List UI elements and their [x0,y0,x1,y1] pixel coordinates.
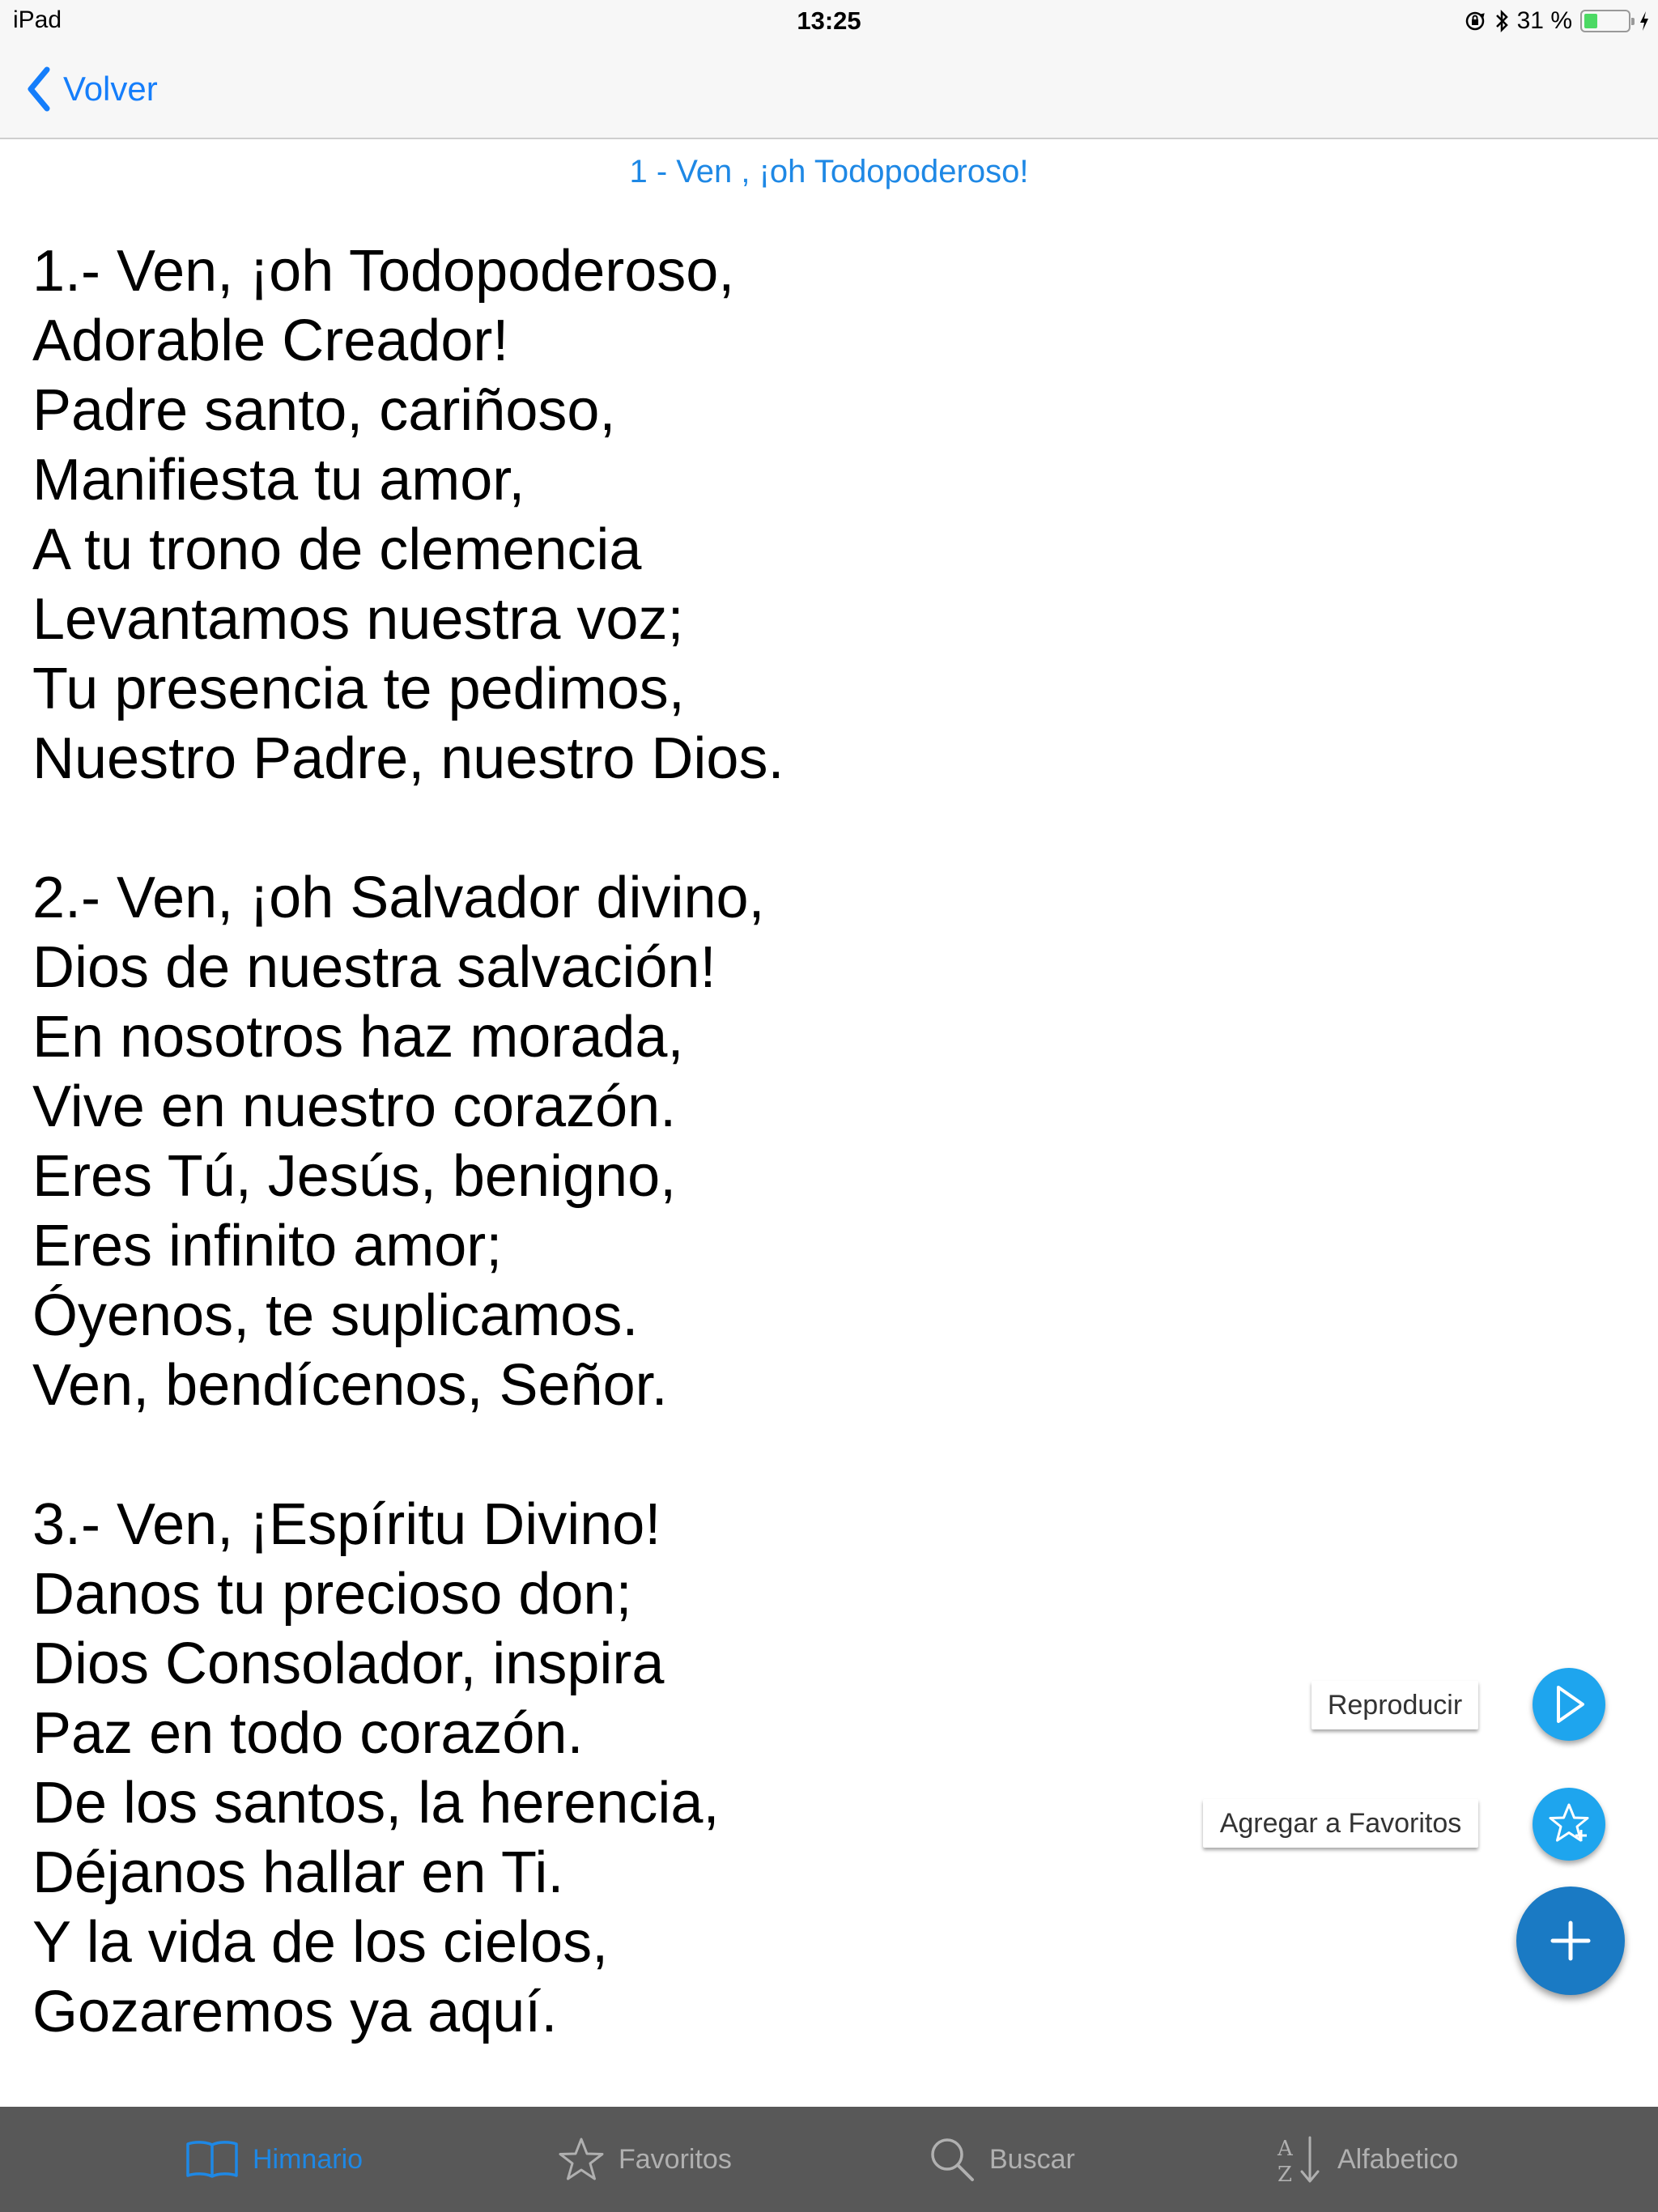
lyric-line: En nosotros haz morada, [32,1005,684,1070]
lyric-line: Danos tu precioso don; [32,1562,632,1627]
tab-himnario[interactable] [185,2107,363,2212]
tab-alfabetico[interactable] [1274,2107,1458,2212]
charging-bolt-icon [1639,10,1650,32]
lyric-line: Adorable Creador! [32,308,509,373]
add-favorite-button[interactable] [1533,1788,1605,1861]
play-icon [1549,1682,1589,1726]
lyric-line: 2.- Ven, ¡oh Salvador divino, [32,866,765,930]
expand-actions-button[interactable] [1516,1887,1625,1995]
lyric-line: 3.- Ven, ¡Espíritu Divino! [32,1492,661,1557]
play-button[interactable] [1533,1668,1605,1741]
orientation-lock-icon [1464,10,1486,32]
lyric-line: Y la vida de los cielos, [32,1910,609,1975]
tab-favoritos[interactable] [557,2107,732,2212]
status-bar [0,0,1658,44]
lyric-line: A tu trono de clemencia [32,517,642,582]
tab-buscar[interactable] [928,2107,1075,2212]
back-label: Volver [63,70,158,108]
search-icon [928,2135,976,2184]
tab-label-himnario: Himnario [253,2143,363,2175]
lyric-line: Déjanos hallar en Ti. [32,1840,564,1905]
lyric-line: Levantamos nuestra voz; [32,587,684,652]
battery-cap [1631,18,1635,25]
lyric-line: 1.- Ven, ¡oh Todopoderoso, [32,239,735,304]
book-icon [185,2138,240,2180]
lyric-line: Tu presencia te pedimos, [32,657,685,721]
star-plus-icon [1545,1800,1593,1848]
lyric-line: Nuestro Padre, nuestro Dios. [32,726,784,791]
lyric-line: Dios de nuestra salvación! [32,935,716,1000]
tab-label-buscar: Buscar [989,2143,1075,2175]
battery-percent: 31 % [1516,7,1572,34]
lyric-line: Óyenos, te suplicamos. [32,1283,639,1348]
star-icon [557,2136,606,2183]
lyric-line: De los santos, la herencia, [32,1771,720,1836]
hymn-lyrics [32,236,1247,2116]
lyric-line: Manifiesta tu amor, [32,448,525,513]
add-favorite-label[interactable]: Agregar a Favoritos [1203,1799,1478,1848]
navigation-bar [0,44,1658,139]
stanza [32,863,1247,1420]
svg-text:A: A [1278,2137,1293,2161]
tab-label-favoritos: Favoritos [619,2143,732,2175]
lyric-line: Vive en nuestro corazón. [32,1074,677,1139]
hymn-title: 1 - Ven , ¡oh Todopoderoso! [629,154,1029,189]
device-name: iPad [13,6,62,33]
battery-icon [1580,10,1630,32]
back-button[interactable] [24,65,158,113]
lyric-line: Eres infinito amor; [32,1214,503,1278]
chevron-left-icon [24,65,52,113]
status-indicators [1464,5,1650,37]
az-sort-icon [1274,2133,1324,2186]
tab-label-alfabetico: Alfabetico [1337,2143,1459,2175]
tab-bar [0,2107,1658,2212]
lyric-line: Padre santo, cariñoso, [32,378,616,443]
lyric-line: Paz en todo corazón. [32,1701,584,1766]
lyric-line: Gozaremos ya aquí. [32,1980,558,2044]
play-label[interactable]: Reproducir [1312,1681,1478,1729]
stanza [32,1490,1247,2047]
clock: 13:25 [797,6,861,35]
bluetooth-icon [1494,9,1509,33]
svg-text:Z: Z [1278,2163,1293,2186]
lyric-line: Eres Tú, Jesús, benigno, [32,1144,677,1209]
battery-level [1584,14,1597,28]
lyric-line: Ven, bendícenos, Señor. [32,1353,668,1418]
stanza [32,236,1247,793]
lyric-line: Dios Consolador, inspira [32,1631,665,1696]
plus-icon [1548,1918,1593,1963]
